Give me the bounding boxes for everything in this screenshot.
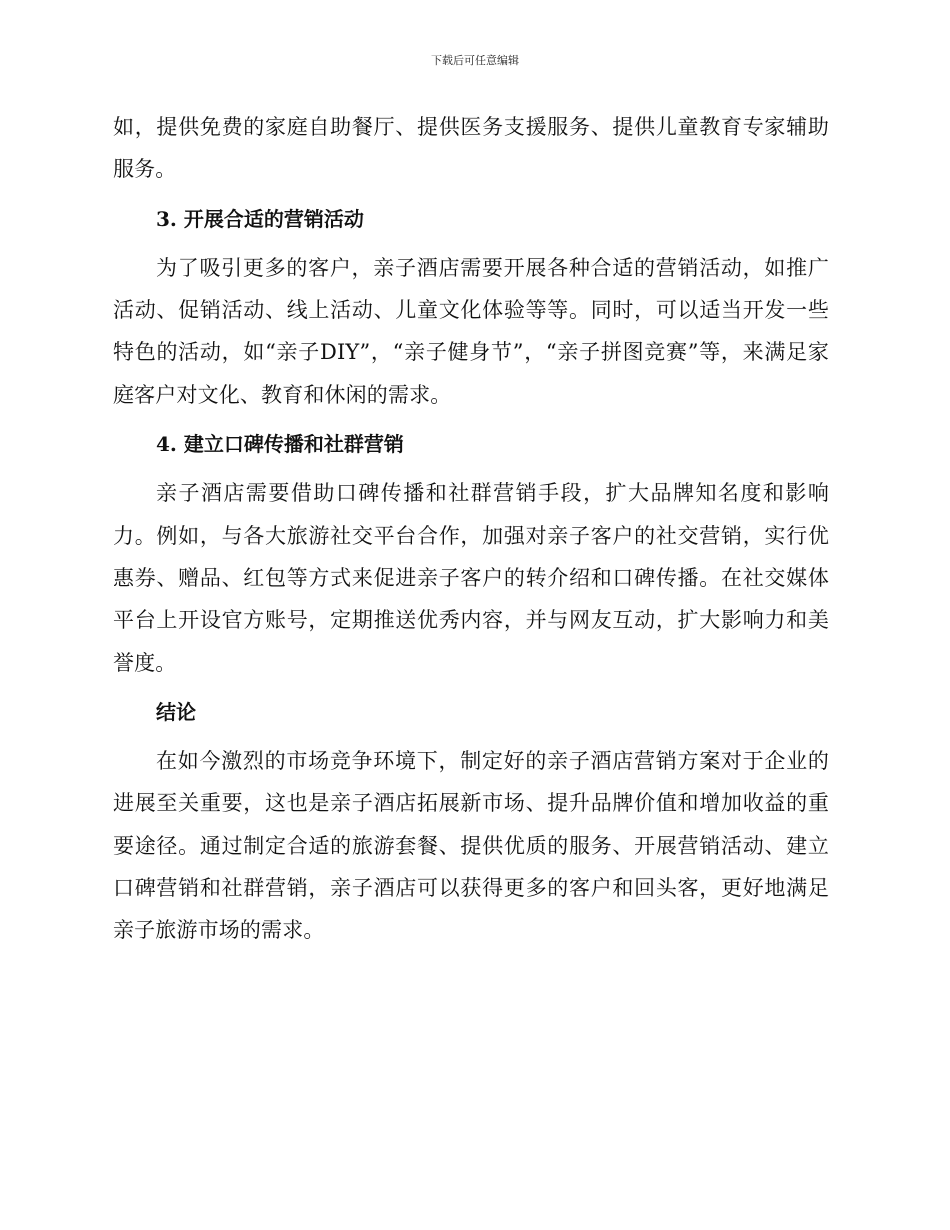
section-heading-3: 3. 开展合适的营销活动: [156, 206, 364, 231]
paragraph-intro-continuation: 如，提供免费的家庭自助餐厅、提供医务支援服务、提供儿童教育专家辅助服务。: [113, 115, 829, 182]
paragraph-word-of-mouth: 亲子酒店需要借助口碑传播和社群营销手段，扩大品牌知名度和影响力。例如，与各大旅游社交平台合作，加强对亲子客户的社交营销，实行优惠券、赠品、红包等方式来促进亲子客户的转介绍和口碑传播。在社交媒体平台上开设官方账号，定期推送优秀内容，并与网友互动，扩大影响力和美誉度。: [113, 481, 829, 675]
paragraph-marketing-activities: 为了吸引更多的客户，亲子酒店需要开展各种合适的营销活动，如推广活动、促销活动、线上活动、儿童文化体验等等。同时，可以适当开发一些特色的活动，如“亲子DIY”，“亲子健身节”，“亲子拼图竞赛”等，来满足家庭客户对文化、教育和休闲的需求。: [113, 255, 829, 407]
section-heading-4: 4. 建立口碑传播和社群营销: [156, 432, 404, 457]
page-header: 下载后可任意编辑: [431, 54, 519, 67]
document-body: [113, 106, 829, 952]
paragraph-conclusion: 在如今激烈的市场竞争环境下，制定好的亲子酒店营销方案对于企业的进展至关重要，这也是亲子酒店拓展新市场、提升品牌价值和增加收益的重要途径。通过制定合适的旅游套餐、提供优质的服务、开展营销活动、建立口碑营销和社群营销，亲子酒店可以获得更多的客户和回头客，更好地满足亲子旅游市场的需求。: [113, 749, 829, 943]
section-heading-conclusion: 结论: [156, 699, 196, 724]
